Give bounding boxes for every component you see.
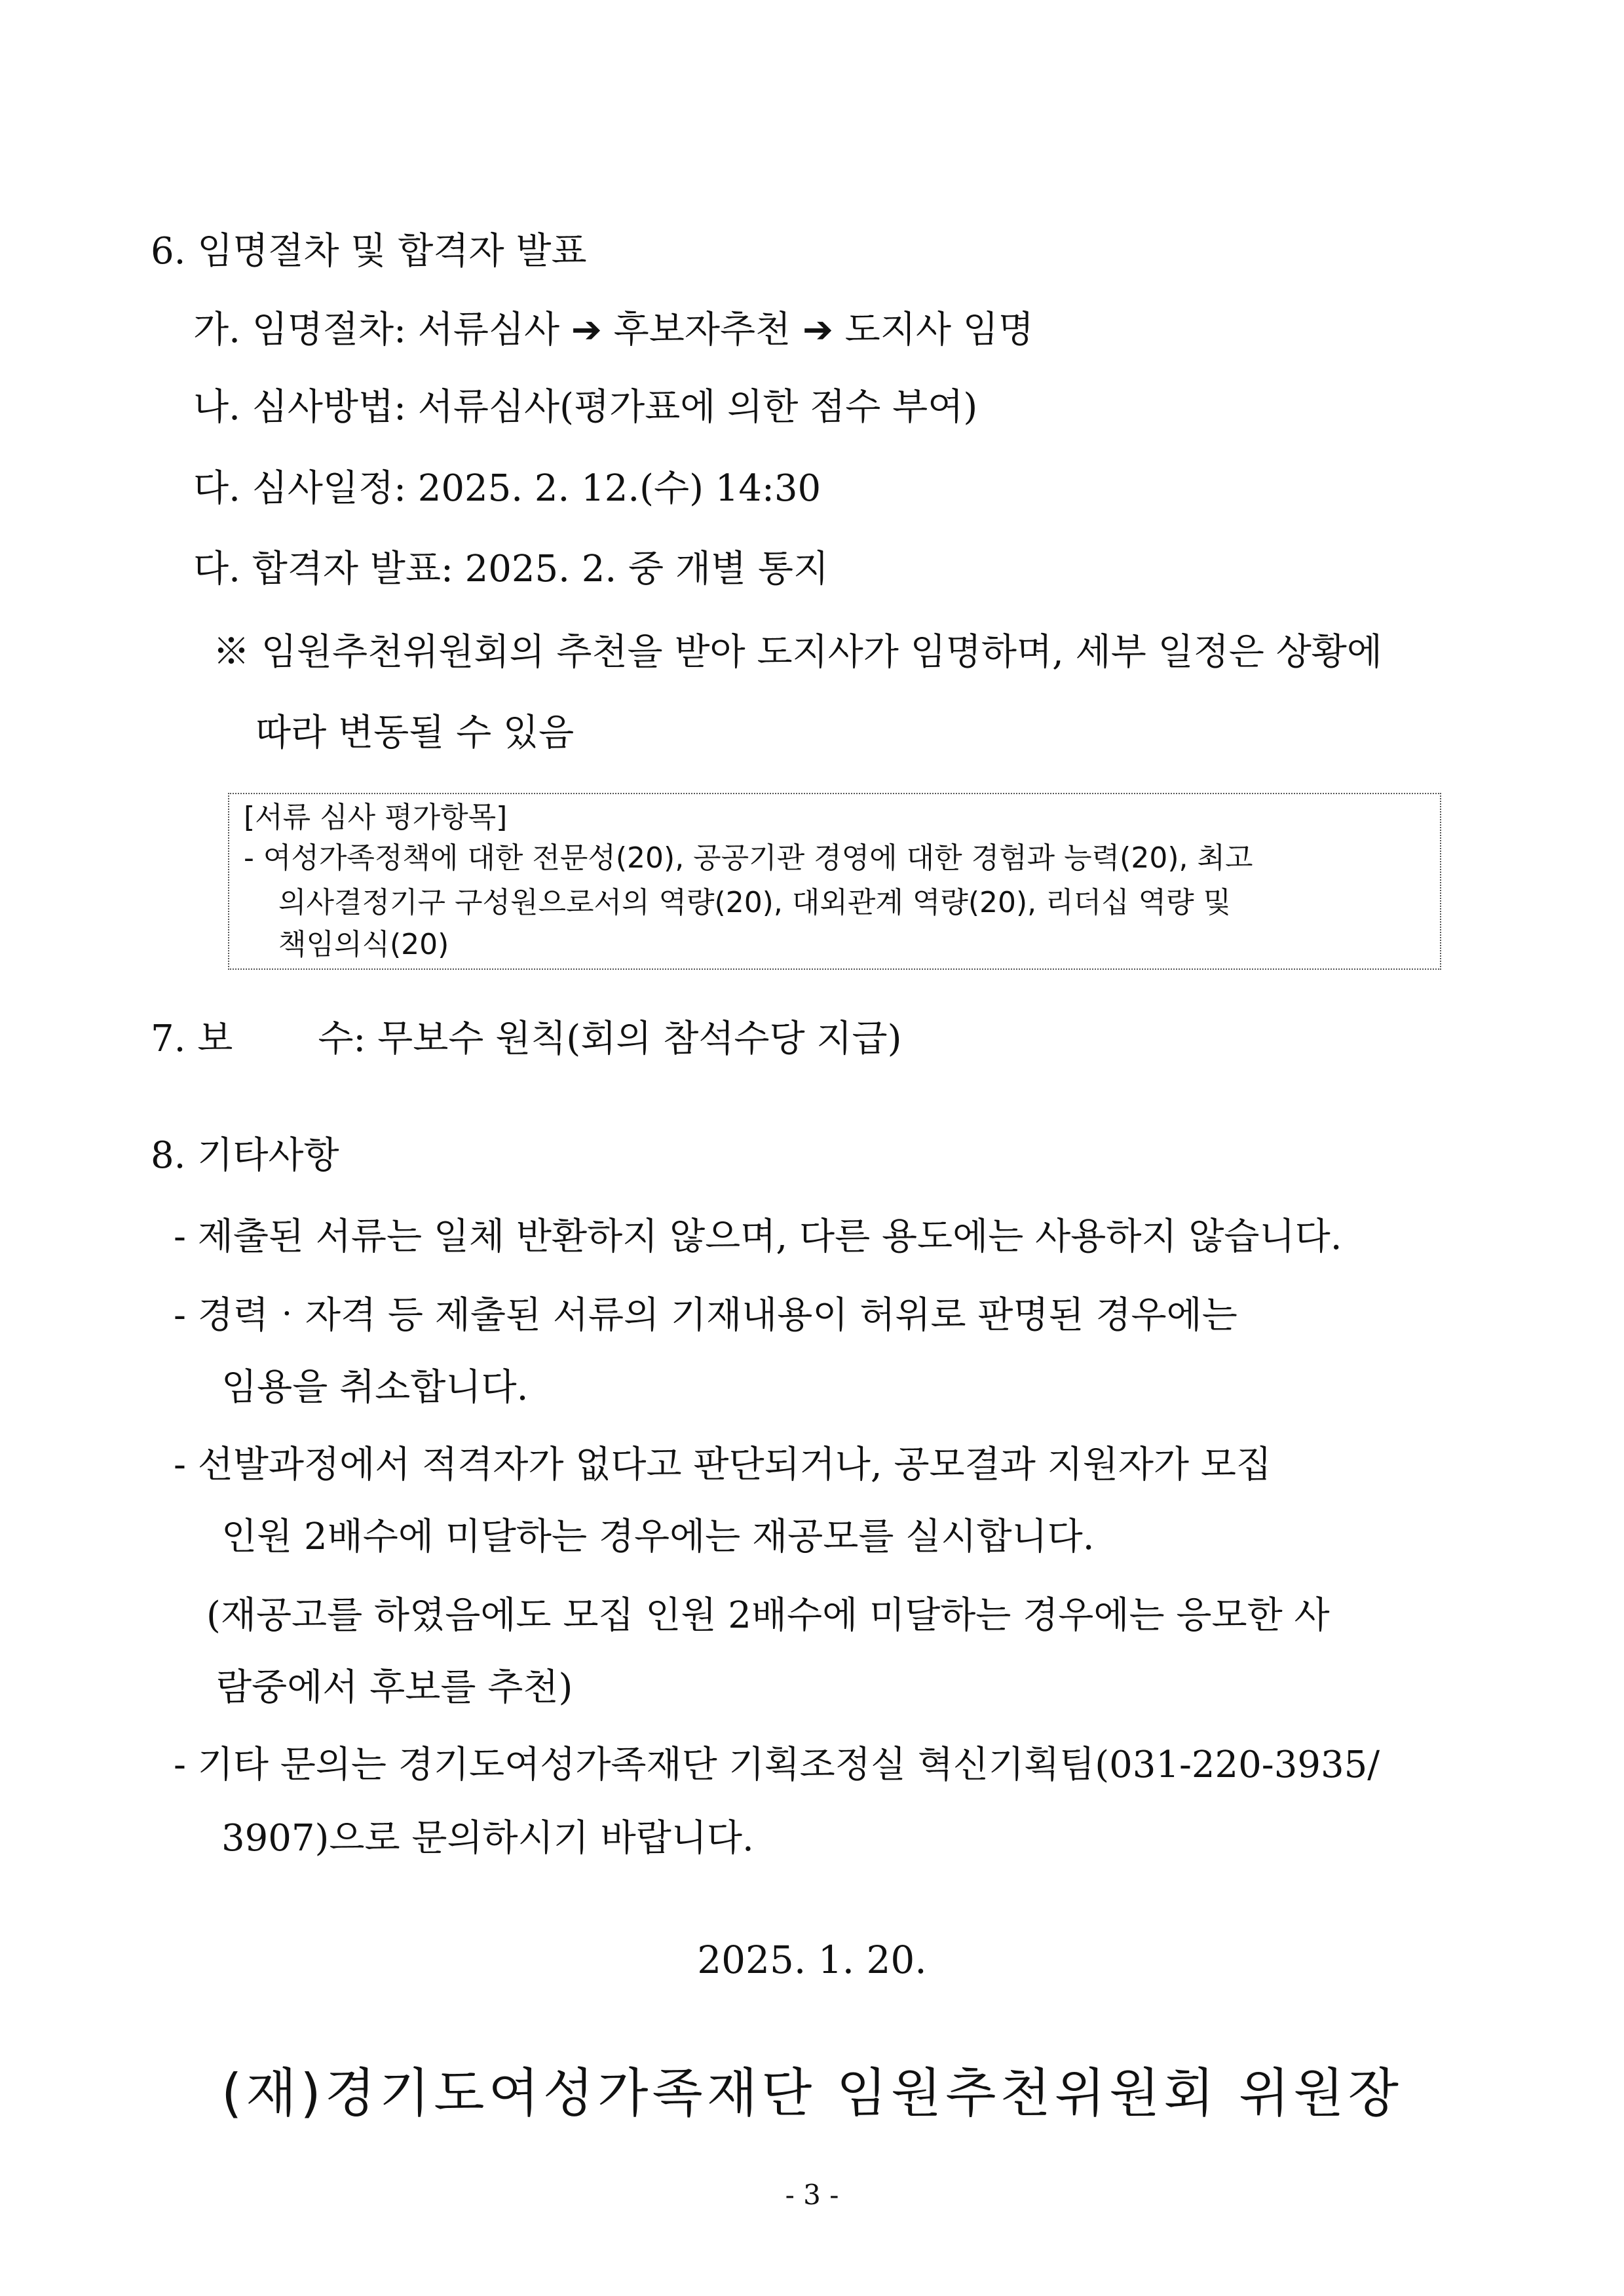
section-6-item-review-schedule: 다. 심사일정: 2025. 2. 12.(수) 14:30: [193, 467, 821, 510]
section-8-bullet-2-line-2: 임용을 취소합니다.: [221, 1366, 529, 1409]
section-6-note-line-1: ※ 임원추천위원회의 추천을 받아 도지사가 임명하며, 세부 일정은 상황에: [213, 631, 1382, 674]
section-6-note-line-2: 따라 변동될 수 있음: [255, 712, 575, 754]
document-date: 2025. 1. 20.: [697, 1938, 927, 1982]
section-6-item-appointment-procedure: 가. 임명절차: 서류심사 ➔ 후보자추천 ➔ 도지사 임명: [193, 309, 1034, 351]
section-8-bullet-3-line-2: 인원 2배수에 미달하는 경우에는 재공모를 실시합니다.: [221, 1516, 1095, 1558]
section-7-text: 무보수 원칙(: [377, 1018, 581, 1060]
page-number: - 3 -: [785, 2179, 839, 2211]
section-8-bullet-1: - 제출된 서류는 일체 반환하지 않으며, 다른 용도에는 사용하지 않습니다.: [174, 1215, 1342, 1258]
section-8-bullet-3-line-1: - 선발과정에서 적격자가 없다고 판단되거나, 공모결과 지원자가 모집: [174, 1444, 1272, 1486]
evaluation-box-title: [서류 심사 평가항목]: [244, 801, 508, 834]
section-7-label-start: 7. 보: [151, 1018, 233, 1060]
section-6-item-announcement: 다. 합격자 발표: 2025. 2. 중 개별 통지: [193, 548, 829, 590]
section-8-bullet-4-line-2: 3907)으로 문의하시기 바랍니다.: [221, 1817, 754, 1860]
section-7-line: [151, 1016, 901, 1063]
evaluation-box-line-2: 의사결정기구 구성원으로서의 역량(20), 대외관계 역량(20), 리더십 역량 및: [278, 886, 1232, 919]
section-6-heading: 6. 임명절차 및 합격자 발표: [151, 230, 587, 273]
section-7-label-end: 수:: [318, 1018, 366, 1060]
signature-committee-chair: (재)경기도여성가족재단 임원추천위원회 위원장: [221, 2063, 1403, 2124]
section-8-paren-line-2: 람중에서 후보를 추천): [216, 1666, 573, 1709]
section-7-text-end: ): [887, 1018, 902, 1060]
section-8-heading: 8. 기타사항: [151, 1134, 339, 1177]
evaluation-box-line-3: 책임의식(20): [278, 928, 449, 961]
evaluation-box-line-1: - 여성가족정책에 대한 전문성(20), 공공기관 경영에 대한 경험과 능력(20), 최고: [244, 841, 1253, 875]
section-6-item-review-method: 나. 심사방법: 서류심사(평가표에 의한 점수 부여): [193, 386, 978, 429]
section-7-text-bold: 회의 참석수당 지급: [580, 1018, 888, 1060]
evaluation-criteria-box: [228, 793, 1441, 970]
section-8-bullet-2-line-1: - 경력‧자격 등 제출된 서류의 기재내용이 허위로 판명된 경우에는: [174, 1294, 1237, 1337]
section-8-paren-line-1: (재공고를 하였음에도 모집 인원 2배수에 미달하는 경우에는 응모한 사: [206, 1594, 1330, 1637]
section-8-bullet-4-line-1: - 기타 문의는 경기도여성가족재단 기획조정실 혁신기획팀(031-220-3935/: [174, 1744, 1380, 1786]
